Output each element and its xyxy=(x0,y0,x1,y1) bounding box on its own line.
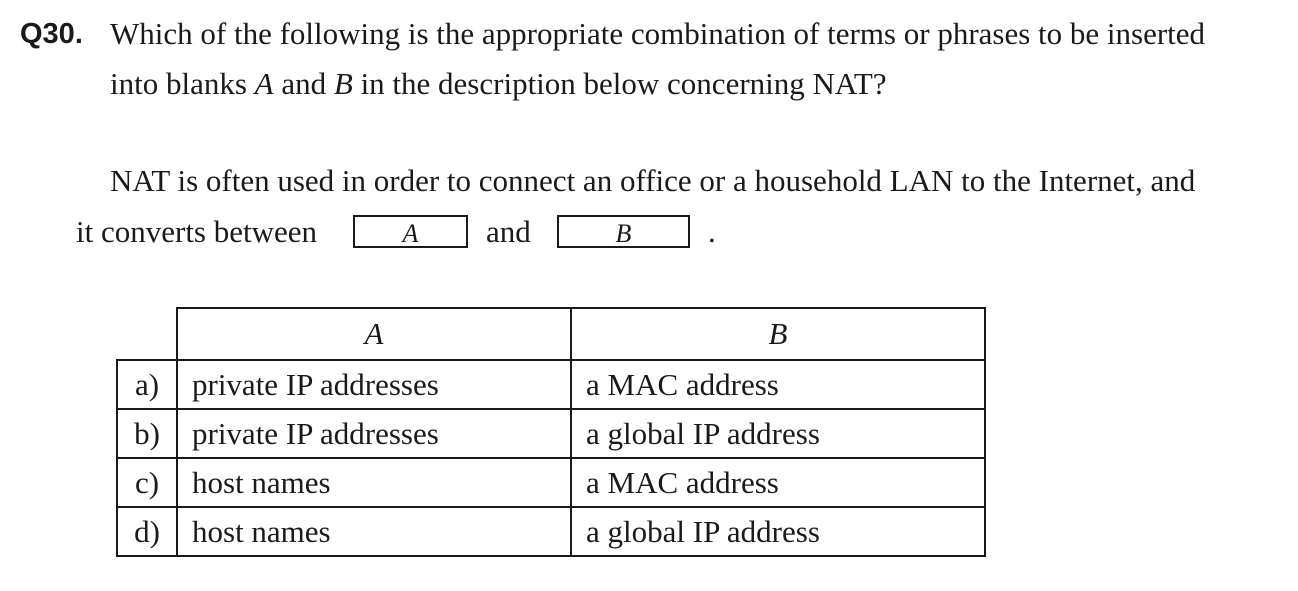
description-period: . xyxy=(708,214,716,249)
question-number: Q30. xyxy=(20,18,83,50)
question-text-and: and xyxy=(273,66,334,101)
table-row[interactable] xyxy=(117,507,985,556)
choice-a-value: private IP addresses xyxy=(177,360,571,409)
choice-a-value: host names xyxy=(177,458,571,507)
table-row[interactable] xyxy=(117,360,985,409)
answer-choices-table xyxy=(116,307,986,557)
description-and: and xyxy=(486,214,531,249)
table-row[interactable] xyxy=(117,409,985,458)
question-text-line1: Which of the following is the appropriate combination of terms or phrases to be inserted xyxy=(110,16,1206,51)
description-line1: NAT is often used in order to connect an office or a household LAN to the Internet, and xyxy=(110,163,1196,198)
blank-b-box: B xyxy=(557,215,690,248)
table-row[interactable] xyxy=(117,458,985,507)
blank-a-box: A xyxy=(353,215,468,248)
table-header-row xyxy=(117,308,985,360)
header-a: A xyxy=(177,308,571,360)
choice-b-value: a MAC address xyxy=(571,458,985,507)
choice-label: b) xyxy=(117,409,177,458)
header-corner xyxy=(117,308,177,360)
header-b: B xyxy=(571,308,985,360)
choice-b-value: a MAC address xyxy=(571,360,985,409)
choice-a-value: host names xyxy=(177,507,571,556)
question-text-post: in the description below concerning NAT? xyxy=(352,66,887,101)
choice-b-value: a global IP address xyxy=(571,507,985,556)
blank-a-ref: A xyxy=(254,66,274,101)
choice-label: a) xyxy=(117,360,177,409)
choice-b-value: a global IP address xyxy=(571,409,985,458)
question-text-line2 xyxy=(110,64,887,104)
description-line2: it converts between xyxy=(76,214,318,249)
choice-label: c) xyxy=(117,458,177,507)
question-text-pre: into blanks xyxy=(110,66,255,101)
choice-label: d) xyxy=(117,507,177,556)
choice-a-value: private IP addresses xyxy=(177,409,571,458)
blank-b-ref: B xyxy=(333,66,353,101)
